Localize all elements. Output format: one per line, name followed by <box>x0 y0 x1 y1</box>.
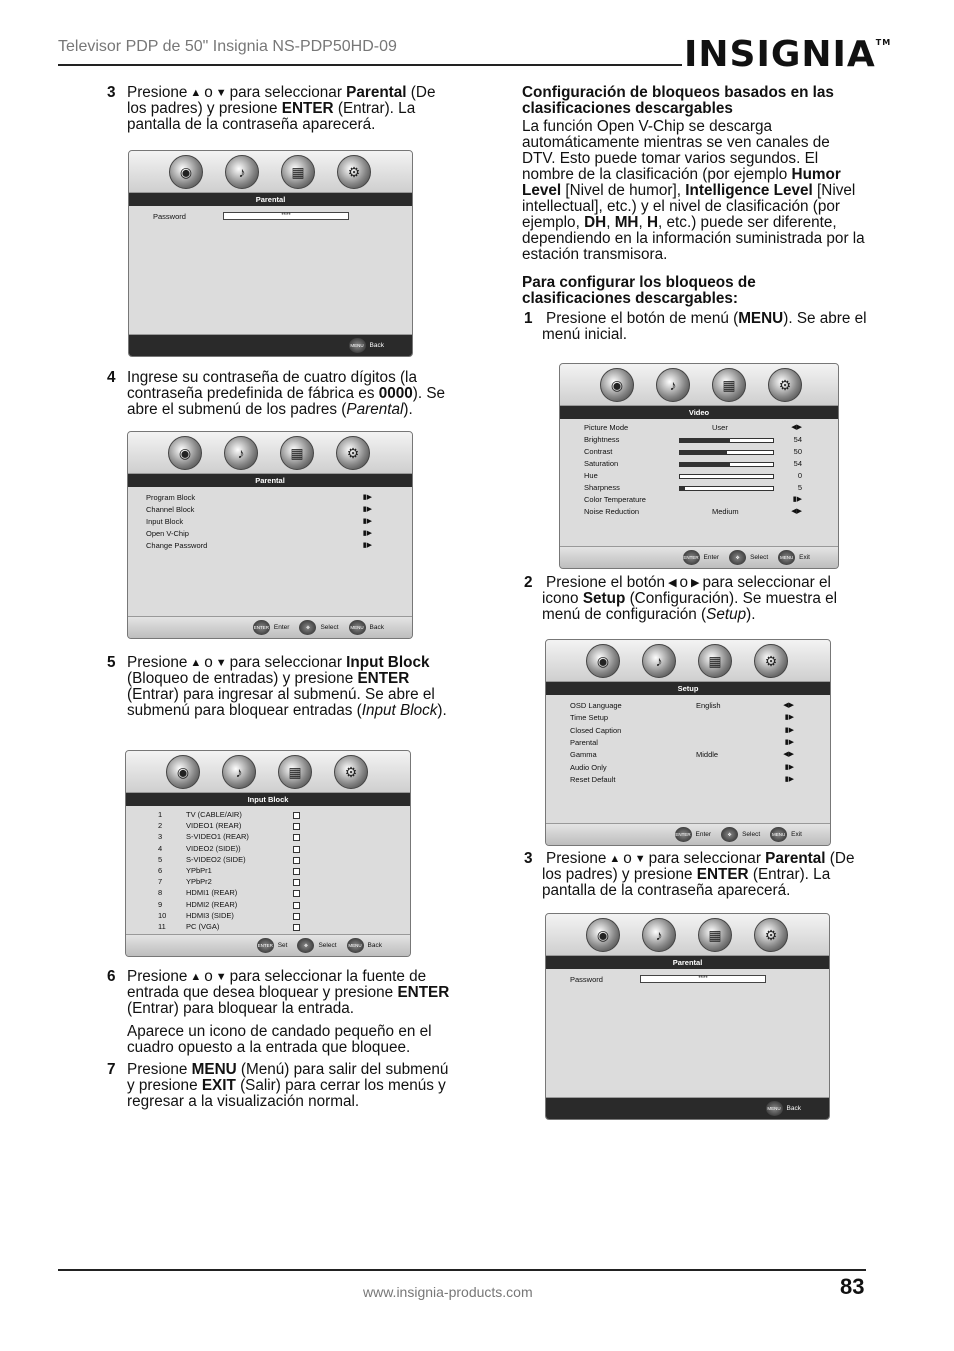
channel-menu-icon: ▦ <box>698 644 732 678</box>
lock-checkbox[interactable] <box>293 812 300 819</box>
lock-checkbox[interactable] <box>293 846 300 853</box>
level-value: 50 <box>793 447 802 456</box>
menu-button-icon: MENU <box>778 550 795 565</box>
setting-label: Sharpness <box>584 483 620 492</box>
up-arrow-icon: ▲ <box>190 657 202 669</box>
left-right-arrow-icon: ◀▶ <box>783 751 794 759</box>
menu-button-icon: MENU <box>349 338 366 353</box>
video-row[interactable] <box>584 507 802 519</box>
screen-title: Setup <box>546 682 830 695</box>
picture-menu-icon: ◉ <box>586 918 620 952</box>
level-value: 54 <box>793 459 802 468</box>
input-name: HDMI2 (REAR) <box>186 899 238 909</box>
setting-value: English <box>696 701 721 710</box>
input-number: 6 <box>158 866 163 875</box>
input-number: 7 <box>158 877 163 887</box>
audio-menu-icon: ♪ <box>642 918 676 952</box>
setup-row[interactable] <box>570 738 794 750</box>
setting-label: OSD Language <box>570 701 622 710</box>
dpad-icon: ✥ <box>297 938 314 953</box>
dpad-icon: ✥ <box>721 827 738 842</box>
footer-rule <box>58 1269 866 1271</box>
input-name: VIDEO1 (REAR) <box>186 821 242 831</box>
header-title: Televisor PDP de 50" Insignia NS-PDP50HD-09 <box>58 38 397 55</box>
up-arrow-icon: ▲ <box>609 853 621 865</box>
input-row[interactable] <box>144 844 370 856</box>
screen-title: Input Block <box>126 793 410 806</box>
setup-menu-icon: ⚙ <box>754 918 788 952</box>
vchip-paragraph: La función Open V-Chip se descarga automáticamente mientras se ven canales de DTV. Esto puede tomar varios segundos. El nombre de la clasificación (por ejemplo Humor Level [Nivel de humor], Intelligence Level [Nivel intellectual], etc.) y el nivel de clasificación (por ejemplo, DH, MH, H, etc.) puede ser diferente, dependiendo en la información suministrada por la estación transmisora. <box>522 118 865 263</box>
video-row[interactable] <box>584 495 802 507</box>
header-rule <box>58 64 682 66</box>
setting-label: Saturation <box>584 459 619 468</box>
video-menu-screen: ◉ ♪ ▦ ⚙ Video Picture Mode User ◀▶ Brightness 54 Contrast 50 Saturation 54 Hue 0 Sharpness 5 Color Temperature ▮▶ Noise Reduction Medium ◀▶ ENTER Enter ✥ Select MENU Exit <box>559 363 839 569</box>
setting-label: Gamma <box>570 750 597 760</box>
page-number: 83 <box>840 1274 865 1299</box>
input-number: 11 <box>158 922 166 931</box>
right-arrow-icon: ▶ <box>691 577 700 589</box>
video-row[interactable] <box>584 447 802 459</box>
level-fill <box>680 439 730 442</box>
setup-menu-icon: ⚙ <box>754 644 788 678</box>
lock-checkbox[interactable] <box>293 913 300 920</box>
picture-menu-icon: ◉ <box>586 644 620 678</box>
right-step-1: 1 Presione el botón de menú (MENU). Se abre el menú inicial. <box>524 310 867 343</box>
lock-checkbox[interactable] <box>293 823 300 830</box>
enter-arrow-icon: ▮▶ <box>784 763 794 771</box>
right-column-top <box>522 85 867 343</box>
input-row[interactable] <box>144 900 370 912</box>
enter-arrow-icon: ▮▶ <box>784 775 794 783</box>
picture-menu-icon: ◉ <box>166 755 200 789</box>
input-row[interactable] <box>144 922 370 934</box>
left-arrow-icon: ◀ <box>668 577 677 589</box>
parental-screen: ◉ ♪ ▦ ⚙ Parental Program Block ▮▶ Channel Block ▮▶ Input Block ▮▶ Open V-Chip ▮▶ Change Password ▮▶ ENTER Enter ✥ Select MENU Back <box>127 431 413 639</box>
setting-label: Closed Caption <box>570 725 622 735</box>
channel-menu-icon: ▦ <box>278 755 312 789</box>
input-row[interactable] <box>144 877 370 889</box>
input-block-screen: ◉ ♪ ▦ ⚙ Input Block 1 TV (CABLE/AIR) 2 VIDEO1 (REAR) 3 S-VIDEO1 (REAR) 4 VIDEO2 (SIDE)) 5 S-VIDEO2 (SIDE) 6 YPbPr1 7 YPbPr2 8 HDMI1 (REAR) 9 HDMI2 (REAR) 10 HDMI3 (SIDE) 11 PC (VGA) ENTER Set ✥ Select MENU Back <box>125 750 411 957</box>
level-bar[interactable] <box>679 450 774 455</box>
setting-label: Hue <box>584 471 598 480</box>
video-row[interactable] <box>584 423 802 435</box>
input-name: HDMI3 (SIDE) <box>186 910 234 920</box>
input-name: YPbPr2 <box>186 877 212 887</box>
level-bar[interactable] <box>679 474 774 479</box>
enter-button-icon: ENTER <box>257 938 274 953</box>
level-value: 54 <box>793 435 802 444</box>
input-row[interactable] <box>144 911 370 923</box>
enter-arrow-icon: ▮▶ <box>362 506 372 513</box>
enter-arrow-icon: ▮▶ <box>362 494 372 501</box>
up-arrow-icon: ▲ <box>190 971 202 983</box>
down-arrow-icon: ▼ <box>215 971 227 983</box>
audio-menu-icon: ♪ <box>642 644 676 678</box>
video-row[interactable] <box>584 471 802 483</box>
setting-label: Reset Default <box>570 774 616 784</box>
setup-menu-icon: ⚙ <box>768 368 802 402</box>
footer-url[interactable]: www.insignia-products.com <box>363 1284 533 1300</box>
setting-label: Picture Mode <box>584 423 629 432</box>
screen-title: Video <box>560 406 838 419</box>
menu-button-icon: MENU <box>770 827 787 842</box>
input-number: 4 <box>158 843 163 853</box>
left-right-arrow-icon: ◀▶ <box>783 702 794 709</box>
input-name: YPbPr1 <box>186 866 212 875</box>
video-row[interactable] <box>584 435 802 447</box>
menu-button-icon: MENU <box>347 938 364 953</box>
audio-menu-icon: ♪ <box>225 155 259 189</box>
input-number: 5 <box>158 854 163 864</box>
picture-menu-icon: ◉ <box>168 436 202 470</box>
input-row[interactable] <box>144 810 370 822</box>
enter-button-icon: ENTER <box>675 827 692 842</box>
input-number: 3 <box>158 832 163 842</box>
setup-row[interactable] <box>570 701 794 713</box>
level-bar[interactable] <box>679 462 774 467</box>
input-row[interactable] <box>144 866 370 878</box>
channel-menu-icon: ▦ <box>698 918 732 952</box>
setup-row[interactable] <box>570 726 794 738</box>
enter-arrow-icon: ▮▶ <box>362 530 372 537</box>
insignia-logo: INSIGNIA™ <box>684 34 892 75</box>
channel-menu-icon: ▦ <box>280 436 314 470</box>
screen-title: Parental <box>128 474 412 487</box>
level-fill <box>680 487 685 490</box>
enter-arrow-icon: ▮▶ <box>784 714 794 722</box>
right-step-3: 3 Presione ▲ o ▼ para seleccionar Parental (De los padres) y presione ENTER (Entrar). La pantalla de la contraseña aparecerá. <box>524 850 855 899</box>
lock-checkbox[interactable] <box>293 857 300 864</box>
enter-arrow-icon: ▮▶ <box>362 542 372 549</box>
down-arrow-icon: ▼ <box>634 853 646 865</box>
up-arrow-icon: ▲ <box>190 87 202 99</box>
setting-label: Color Temperature <box>584 495 646 504</box>
left-column <box>107 85 452 133</box>
input-name: S-VIDEO1 (REAR) <box>186 832 249 842</box>
channel-menu-icon: ▦ <box>712 368 746 402</box>
password-field[interactable]: **** <box>640 975 766 983</box>
picture-menu-icon: ◉ <box>600 368 634 402</box>
menu-item[interactable]: Input Block <box>146 517 184 526</box>
level-fill <box>680 463 730 466</box>
setting-label: Noise Reduction <box>584 507 640 516</box>
level-value: 0 <box>797 471 802 480</box>
password-field[interactable]: **** <box>223 212 349 220</box>
input-name: HDMI1 (REAR) <box>186 888 238 898</box>
setup-row[interactable] <box>570 750 794 762</box>
lock-note: Aparece un icono de candado pequeño en el cuadro opuesto a la entrada que bloquee. <box>127 1023 432 1056</box>
left-step-3: 3 Presione ▲ o ▼ para seleccionar Parental (De los padres) y presione ENTER (Entrar). La pantalla de la contraseña aparecerá. <box>107 84 436 133</box>
input-row[interactable] <box>144 888 370 900</box>
setup-menu-icon: ⚙ <box>334 755 368 789</box>
level-value: 5 <box>797 483 802 492</box>
channel-menu-icon: ▦ <box>281 155 315 189</box>
down-arrow-icon: ▼ <box>215 87 227 99</box>
screen-title: Parental <box>546 956 829 969</box>
left-step-7: 7 Presione MENU (Menú) para salir del submenú y presione EXIT (Salir) para cerrar los menús y regresar a la visualización normal. <box>107 1061 449 1110</box>
lock-checkbox[interactable] <box>293 868 300 875</box>
enter-arrow-icon: ▮▶ <box>784 738 794 746</box>
setup-row[interactable] <box>570 763 794 775</box>
input-name: PC (VGA) <box>186 922 220 931</box>
menu-item[interactable]: Change Password <box>146 541 208 550</box>
menu-item[interactable]: Program Block <box>146 493 196 502</box>
setting-value: Medium <box>712 507 739 516</box>
video-row[interactable] <box>584 459 802 471</box>
setup-row[interactable] <box>570 775 794 787</box>
lock-checkbox[interactable] <box>293 834 300 841</box>
lock-checkbox[interactable] <box>293 902 300 909</box>
input-row[interactable] <box>144 832 370 844</box>
level-bar[interactable] <box>679 486 774 491</box>
menu-button-icon: MENU <box>766 1101 783 1116</box>
menu-item[interactable]: Open V-Chip <box>146 529 189 538</box>
input-name: S-VIDEO2 (SIDE) <box>186 854 246 864</box>
setting-value: Middle <box>696 750 719 760</box>
input-number: 1 <box>158 810 163 819</box>
left-step-5: 5 Presione ▲ o ▼ para seleccionar Input Block (Bloqueo de entradas) y presione ENTER (Entrar) para ingresar al submenú. Se abre el submenú para bloquear entradas (Input Block). <box>107 654 447 719</box>
input-row[interactable] <box>144 821 370 833</box>
setting-value: User <box>712 423 728 432</box>
input-name: VIDEO2 (SIDE)) <box>186 843 241 853</box>
enter-button-icon: ENTER <box>253 620 270 635</box>
input-row[interactable] <box>144 855 370 867</box>
setting-label: Parental <box>570 737 598 747</box>
level-fill <box>680 451 727 454</box>
setting-label: Contrast <box>584 447 613 456</box>
setup-menu-icon: ⚙ <box>336 436 370 470</box>
setup-menu-screen: ◉ ♪ ▦ ⚙ Setup OSD Language English ◀▶ Time Setup ▮▶ Closed Caption ▮▶ Parental ▮▶ Gamma Middle ◀▶ Audio Only ▮▶ Reset Default ▮▶ ENTER Enter ✥ Select MENU Exit <box>545 639 831 846</box>
lock-checkbox[interactable] <box>293 924 300 931</box>
audio-menu-icon: ♪ <box>656 368 690 402</box>
setting-label: Time Setup <box>570 713 609 723</box>
down-arrow-icon: ▼ <box>215 657 227 669</box>
lock-checkbox[interactable] <box>293 890 300 897</box>
enter-button-icon: ENTER <box>683 550 700 565</box>
setting-label: Audio Only <box>570 762 607 772</box>
audio-menu-icon: ♪ <box>222 755 256 789</box>
input-number: 9 <box>158 899 163 909</box>
procedure-heading: Para configurar los bloqueos de clasificaciones descargables: <box>522 274 756 307</box>
enter-arrow-icon: ▮▶ <box>792 496 802 503</box>
menu-item[interactable]: Channel Block <box>146 505 195 514</box>
left-step-6: 6 Presione ▲ o ▼ para seleccionar la fuente de entrada que desea bloquear y presione ENTER (Entrar) para bloquear la entrada. Aparece un icono de candado pequeño en el cuadro opuesto a la entrada que bloquee. 7 Presione MENU (Menú) para salir del submenú y presione EXIT (Salir) para cerrar los menús y regresar a la visualización normal. <box>107 969 452 1110</box>
setting-label: Brightness <box>584 435 620 444</box>
left-step-4: 4 Ingrese su contraseña de cuatro dígitos (la contraseña predefinida de fábrica es 0000). Se abre el submenú de los padres (Parental). <box>107 369 446 418</box>
enter-arrow-icon: ▮▶ <box>362 518 372 525</box>
input-number: 10 <box>158 910 167 920</box>
input-name: TV (CABLE/AIR) <box>186 810 242 819</box>
level-bar[interactable] <box>679 438 774 443</box>
enter-arrow-icon: ▮▶ <box>784 726 794 734</box>
left-right-arrow-icon: ◀▶ <box>791 508 802 515</box>
dpad-icon: ✥ <box>299 620 316 635</box>
picture-menu-icon: ◉ <box>169 155 203 189</box>
right-step-2: 2 Presione el botón ◀ o ▶ para seleccionar el icono Setup (Configuración). Se muestra el menú de configuración (Setup). <box>524 574 838 623</box>
section-heading: Configuración de bloqueos basados en las clasificaciones descargables <box>522 84 834 117</box>
input-number: 8 <box>158 888 163 898</box>
menu-button-icon: MENU <box>349 620 366 635</box>
left-right-arrow-icon: ◀▶ <box>791 424 802 431</box>
password-screen-right: ◉ ♪ ▦ ⚙ Parental Password **** MENU Back <box>545 913 830 1120</box>
video-row[interactable] <box>584 483 802 495</box>
lock-checkbox[interactable] <box>293 879 300 886</box>
input-number: 2 <box>158 821 163 831</box>
screen-title: Parental <box>129 193 412 206</box>
audio-menu-icon: ♪ <box>224 436 258 470</box>
password-screen-left: ◉ ♪ ▦ ⚙ Parental Password **** MENU Back <box>128 150 413 357</box>
setup-menu-icon: ⚙ <box>337 155 371 189</box>
setup-row[interactable] <box>570 713 794 725</box>
dpad-icon: ✥ <box>729 550 746 565</box>
